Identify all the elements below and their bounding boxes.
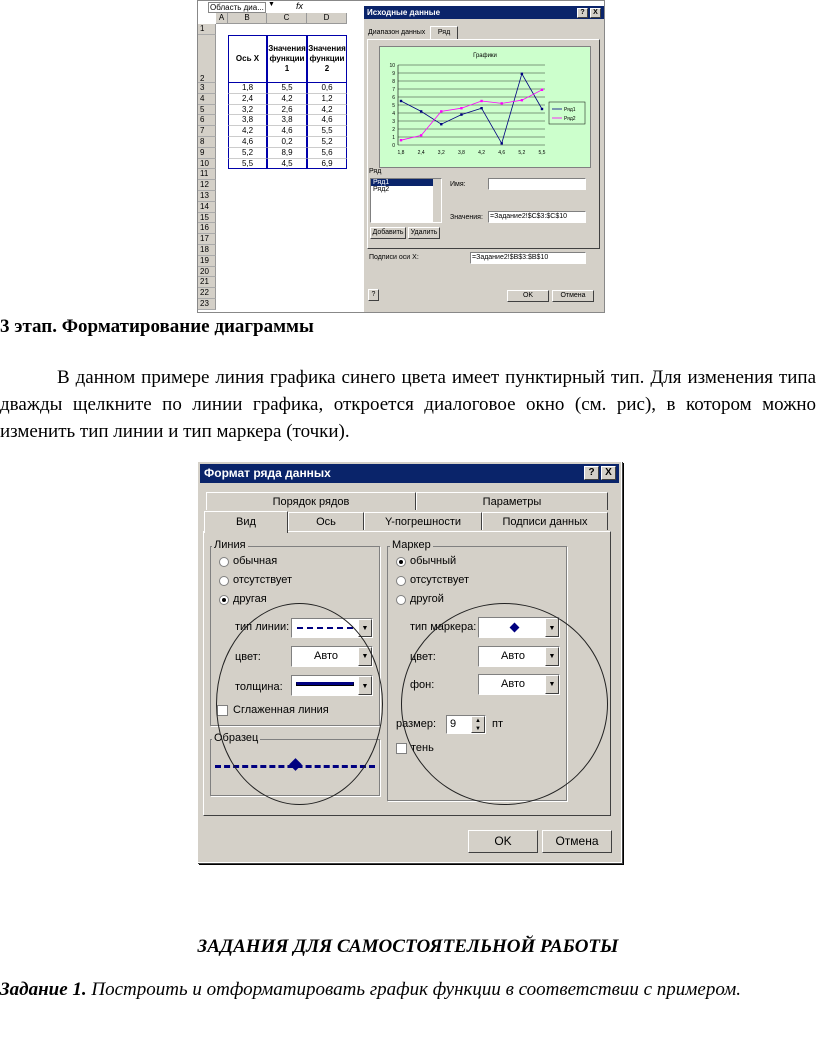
y-tick-label: 0 — [392, 143, 395, 149]
table-header-cell[interactable]: Значения функции 2 — [307, 35, 347, 83]
table-cell[interactable]: 4,2 — [307, 105, 347, 116]
section-heading: 3 этап. Форматирование диаграммы — [0, 316, 314, 337]
help-button[interactable]: ? — [584, 466, 599, 480]
row-header[interactable]: 11 — [198, 169, 216, 180]
x-tick-label: 4,6 — [498, 150, 506, 156]
table-cell[interactable]: 5,5 — [228, 159, 267, 170]
tasks-heading: ЗАДАНИЯ ДЛЯ САМОСТОЯТЕЛЬНОЙ РАБОТЫ — [197, 936, 619, 957]
tab-axis[interactable]: Ось — [288, 512, 364, 530]
task-1 — [0, 976, 816, 1003]
data-point — [440, 123, 442, 125]
background-label: фон: — [410, 679, 435, 691]
scrollbar[interactable] — [433, 179, 441, 222]
data-point — [420, 134, 422, 136]
row-header[interactable]: 2 — [198, 35, 216, 83]
tab-data-labels[interactable]: Подписи данных — [482, 512, 608, 530]
column-header[interactable]: B — [228, 13, 267, 24]
series-line — [401, 90, 542, 140]
data-point — [400, 100, 402, 102]
row-header[interactable]: 18 — [198, 245, 216, 256]
row-header[interactable]: 23 — [198, 299, 216, 310]
table-cell[interactable]: 4,5 — [267, 159, 307, 170]
table-cell[interactable]: 4,6 — [307, 115, 347, 126]
radio-label: отсутствует — [233, 574, 293, 586]
y-tick-label: 6 — [392, 95, 395, 101]
table-cell[interactable]: 2,4 — [228, 94, 267, 105]
row-header[interactable]: 9 — [198, 148, 216, 159]
row-header[interactable]: 10 — [198, 159, 216, 170]
line-chart — [380, 47, 590, 167]
table-header-cell[interactable]: Ось Х — [228, 35, 267, 83]
chevron-down-icon[interactable]: ▼ — [358, 619, 372, 637]
data-point — [501, 142, 503, 144]
dialog-titlebar — [364, 6, 604, 19]
row-header[interactable]: 21 — [198, 277, 216, 288]
size-value: 9 — [450, 718, 457, 730]
background-value: Авто — [501, 678, 525, 690]
dialog-titlebar — [200, 464, 619, 483]
series-group-label: Ряд — [369, 168, 382, 175]
ok-button[interactable]: OK — [507, 290, 549, 302]
name-box[interactable]: Область диа... — [208, 2, 266, 13]
x-tick-label: 2,4 — [417, 150, 425, 156]
source-data-dialog — [363, 5, 605, 313]
shadow-checkbox[interactable] — [396, 743, 407, 754]
y-tick-label: 1 — [392, 135, 395, 141]
table-cell[interactable]: 0,6 — [307, 83, 347, 94]
row-header[interactable]: 14 — [198, 202, 216, 213]
data-point — [480, 100, 482, 102]
table-cell[interactable]: 6,9 — [307, 159, 347, 170]
chart-title: Графики — [473, 53, 497, 59]
row-header[interactable]: 7 — [198, 126, 216, 137]
table-cell[interactable]: 3,2 — [228, 105, 267, 116]
shadow-label: тень — [411, 742, 434, 754]
data-point — [521, 99, 523, 101]
row-header[interactable]: 20 — [198, 267, 216, 278]
x-tick-label: 3,2 — [437, 150, 445, 156]
table-cell[interactable]: 4,2 — [267, 94, 307, 105]
name-field[interactable] — [488, 178, 586, 190]
size-unit: пт — [492, 718, 503, 730]
y-tick-label: 10 — [389, 63, 395, 69]
table-cell[interactable]: 1,8 — [228, 83, 267, 94]
series-line — [401, 74, 542, 144]
table-cell[interactable]: 5,2 — [307, 137, 347, 148]
name-label: Имя: — [450, 181, 466, 188]
chevron-down-icon[interactable]: ▼ — [545, 618, 559, 637]
table-cell[interactable]: 5,6 — [307, 148, 347, 159]
remove-button[interactable]: Удалить — [408, 227, 440, 239]
row-header[interactable]: 3 — [198, 83, 216, 94]
x-tick-label: 5,5 — [538, 150, 546, 156]
spinner-arrows-icon[interactable]: ▲ ▼ — [471, 716, 485, 733]
chevron-down-icon[interactable]: ▼ — [358, 647, 372, 666]
x-tick-label: 5,2 — [518, 150, 526, 156]
dialog-title: Исходные данные — [367, 8, 441, 17]
line-type-label: тип линии: — [235, 621, 290, 633]
tab-data-range[interactable]: Диапазон данных — [368, 29, 426, 36]
spreadsheet-grid[interactable] — [198, 13, 363, 313]
data-point — [460, 107, 462, 109]
series-item[interactable]: Ряд1 — [371, 179, 433, 186]
row-header[interactable]: 12 — [198, 180, 216, 191]
chevron-down-icon[interactable]: ▼ — [358, 676, 372, 695]
row-header[interactable]: 13 — [198, 191, 216, 202]
y-tick-label: 5 — [392, 103, 395, 109]
line-group-label: Линия — [214, 539, 246, 551]
table-cell[interactable]: 4,6 — [267, 126, 307, 137]
row-header[interactable]: 4 — [198, 94, 216, 105]
help-icon[interactable]: ? — [368, 289, 379, 301]
row-header[interactable]: 15 — [198, 213, 216, 224]
radio-line-none[interactable] — [219, 576, 229, 586]
x-tick-label: 1,8 — [397, 150, 405, 156]
x-tick-label: 4,2 — [478, 150, 486, 156]
radio-label: обычный — [410, 555, 457, 567]
row-header[interactable]: 22 — [198, 288, 216, 299]
add-button[interactable]: Добавить — [370, 227, 406, 239]
table-cell[interactable]: 5,2 — [228, 148, 267, 159]
table-cell[interactable]: 3,8 — [267, 115, 307, 126]
column-header[interactable]: C — [267, 13, 307, 24]
radio-label: другая — [233, 593, 267, 605]
x-axis-labels-field[interactable]: =Задание2!$B$3:$B$10 — [470, 252, 586, 264]
row-header[interactable]: 1 — [198, 24, 216, 35]
sample-group-label: Образец — [214, 732, 259, 744]
task-1-label: Задание 1. — [0, 979, 87, 1000]
format-series-dialog — [197, 461, 622, 863]
row-header[interactable]: 19 — [198, 256, 216, 267]
table-cell[interactable]: 4,2 — [228, 126, 267, 137]
chevron-down-icon[interactable]: ▼ — [545, 647, 559, 666]
y-tick-label: 3 — [392, 119, 395, 125]
table-cell[interactable]: 8,9 — [267, 148, 307, 159]
radio-marker-none[interactable] — [396, 576, 406, 586]
marker-color-value: Авто — [501, 650, 525, 662]
row-header[interactable]: 6 — [198, 115, 216, 126]
tab-series[interactable]: Ряд — [430, 26, 458, 39]
tab-parameters[interactable]: Параметры — [416, 492, 608, 510]
data-point — [420, 110, 422, 112]
close-button[interactable]: X — [601, 466, 616, 480]
x-axis-labels-label: Подписи оси X: — [369, 254, 419, 261]
size-label: размер: — [396, 718, 437, 730]
radio-line-normal[interactable] — [219, 557, 229, 567]
legend-label: Ряд1 — [564, 107, 576, 113]
series-item[interactable]: Ряд2 — [373, 186, 390, 193]
fx-icon[interactable]: fx — [296, 1, 304, 11]
radio-label: другой — [410, 593, 444, 605]
radio-marker-custom[interactable] — [396, 595, 406, 605]
radio-label: обычная — [233, 555, 278, 567]
values-field[interactable]: =Задание2!$C$3:$C$10 — [488, 211, 586, 223]
data-point — [501, 102, 503, 104]
smooth-label: Сглаженная линия — [233, 704, 329, 716]
radio-line-custom[interactable] — [219, 595, 229, 605]
marker-group-label: Маркер — [392, 539, 431, 551]
y-tick-label: 2 — [392, 127, 395, 133]
y-tick-label: 8 — [392, 79, 395, 85]
radio-marker-normal[interactable] — [396, 557, 406, 567]
data-point — [400, 139, 402, 141]
chevron-down-icon[interactable]: ▼ — [545, 675, 559, 694]
chevron-down-icon[interactable]: ▼ — [268, 1, 275, 8]
data-point — [460, 113, 462, 115]
cancel-button[interactable]: Отмена — [552, 290, 594, 302]
row-header[interactable]: 8 — [198, 137, 216, 148]
x-tick-label: 3,8 — [457, 150, 465, 156]
thickness-label: толщина: — [235, 681, 283, 693]
table-cell[interactable]: 2,6 — [267, 105, 307, 116]
table-cell[interactable]: 0,2 — [267, 137, 307, 148]
highlight-circle — [401, 603, 608, 805]
highlight-circle — [216, 603, 383, 805]
ok-button[interactable]: OK — [468, 830, 538, 853]
column-header[interactable]: D — [307, 13, 347, 24]
table-cell[interactable]: 3,8 — [228, 115, 267, 126]
table-cell[interactable]: 4,6 — [228, 137, 267, 148]
help-button[interactable]: ? — [577, 8, 588, 18]
radio-label: отсутствует — [410, 574, 470, 586]
table-cell[interactable]: 5,5 — [307, 126, 347, 137]
chart-preview — [379, 46, 591, 168]
color-value: Авто — [314, 650, 338, 662]
close-button[interactable]: X — [590, 8, 601, 18]
y-tick-label: 4 — [392, 111, 395, 117]
data-point — [541, 108, 543, 110]
y-tick-label: 7 — [392, 87, 395, 93]
row-header[interactable]: 16 — [198, 223, 216, 234]
column-header[interactable]: A — [216, 13, 228, 24]
tab-series-order[interactable]: Порядок рядов — [206, 492, 416, 510]
y-tick-label: 9 — [392, 71, 395, 77]
task-1-text: Построить и отформатировать график функции в соответствии с примером. — [91, 979, 742, 1000]
excel-screenshot — [197, 0, 605, 313]
marker-color-label: цвет: — [410, 651, 436, 663]
cancel-button[interactable]: Отмена — [542, 830, 612, 853]
marker-type-label: тип маркера: — [410, 621, 477, 633]
tab-y-errors[interactable]: Y-погрешности — [364, 512, 482, 530]
table-cell[interactable]: 5,5 — [267, 83, 307, 94]
data-point — [541, 89, 543, 91]
values-label: Значения: — [450, 214, 483, 221]
row-header[interactable]: 17 — [198, 234, 216, 245]
series-list[interactable] — [370, 178, 442, 223]
dialog-title: Формат ряда данных — [204, 466, 331, 480]
legend-label: Ряд2 — [564, 116, 576, 122]
tab-view[interactable]: Вид — [204, 511, 288, 533]
data-point — [440, 110, 442, 112]
table-cell[interactable]: 1,2 — [307, 94, 347, 105]
row-header[interactable]: 5 — [198, 105, 216, 116]
data-point — [521, 73, 523, 75]
table-header-cell[interactable]: Значения функции 1 — [267, 35, 307, 83]
data-point — [480, 107, 482, 109]
body-paragraph: В данном примере линия графика синего цвета имеет пунктирный тип. Для изменения типа дважды щелкните по линии графика, откроется диалоговое окно (см. рис), в котором можно изменить тип линии и тип маркера (точки). — [0, 367, 816, 442]
color-label: цвет: — [235, 651, 261, 663]
